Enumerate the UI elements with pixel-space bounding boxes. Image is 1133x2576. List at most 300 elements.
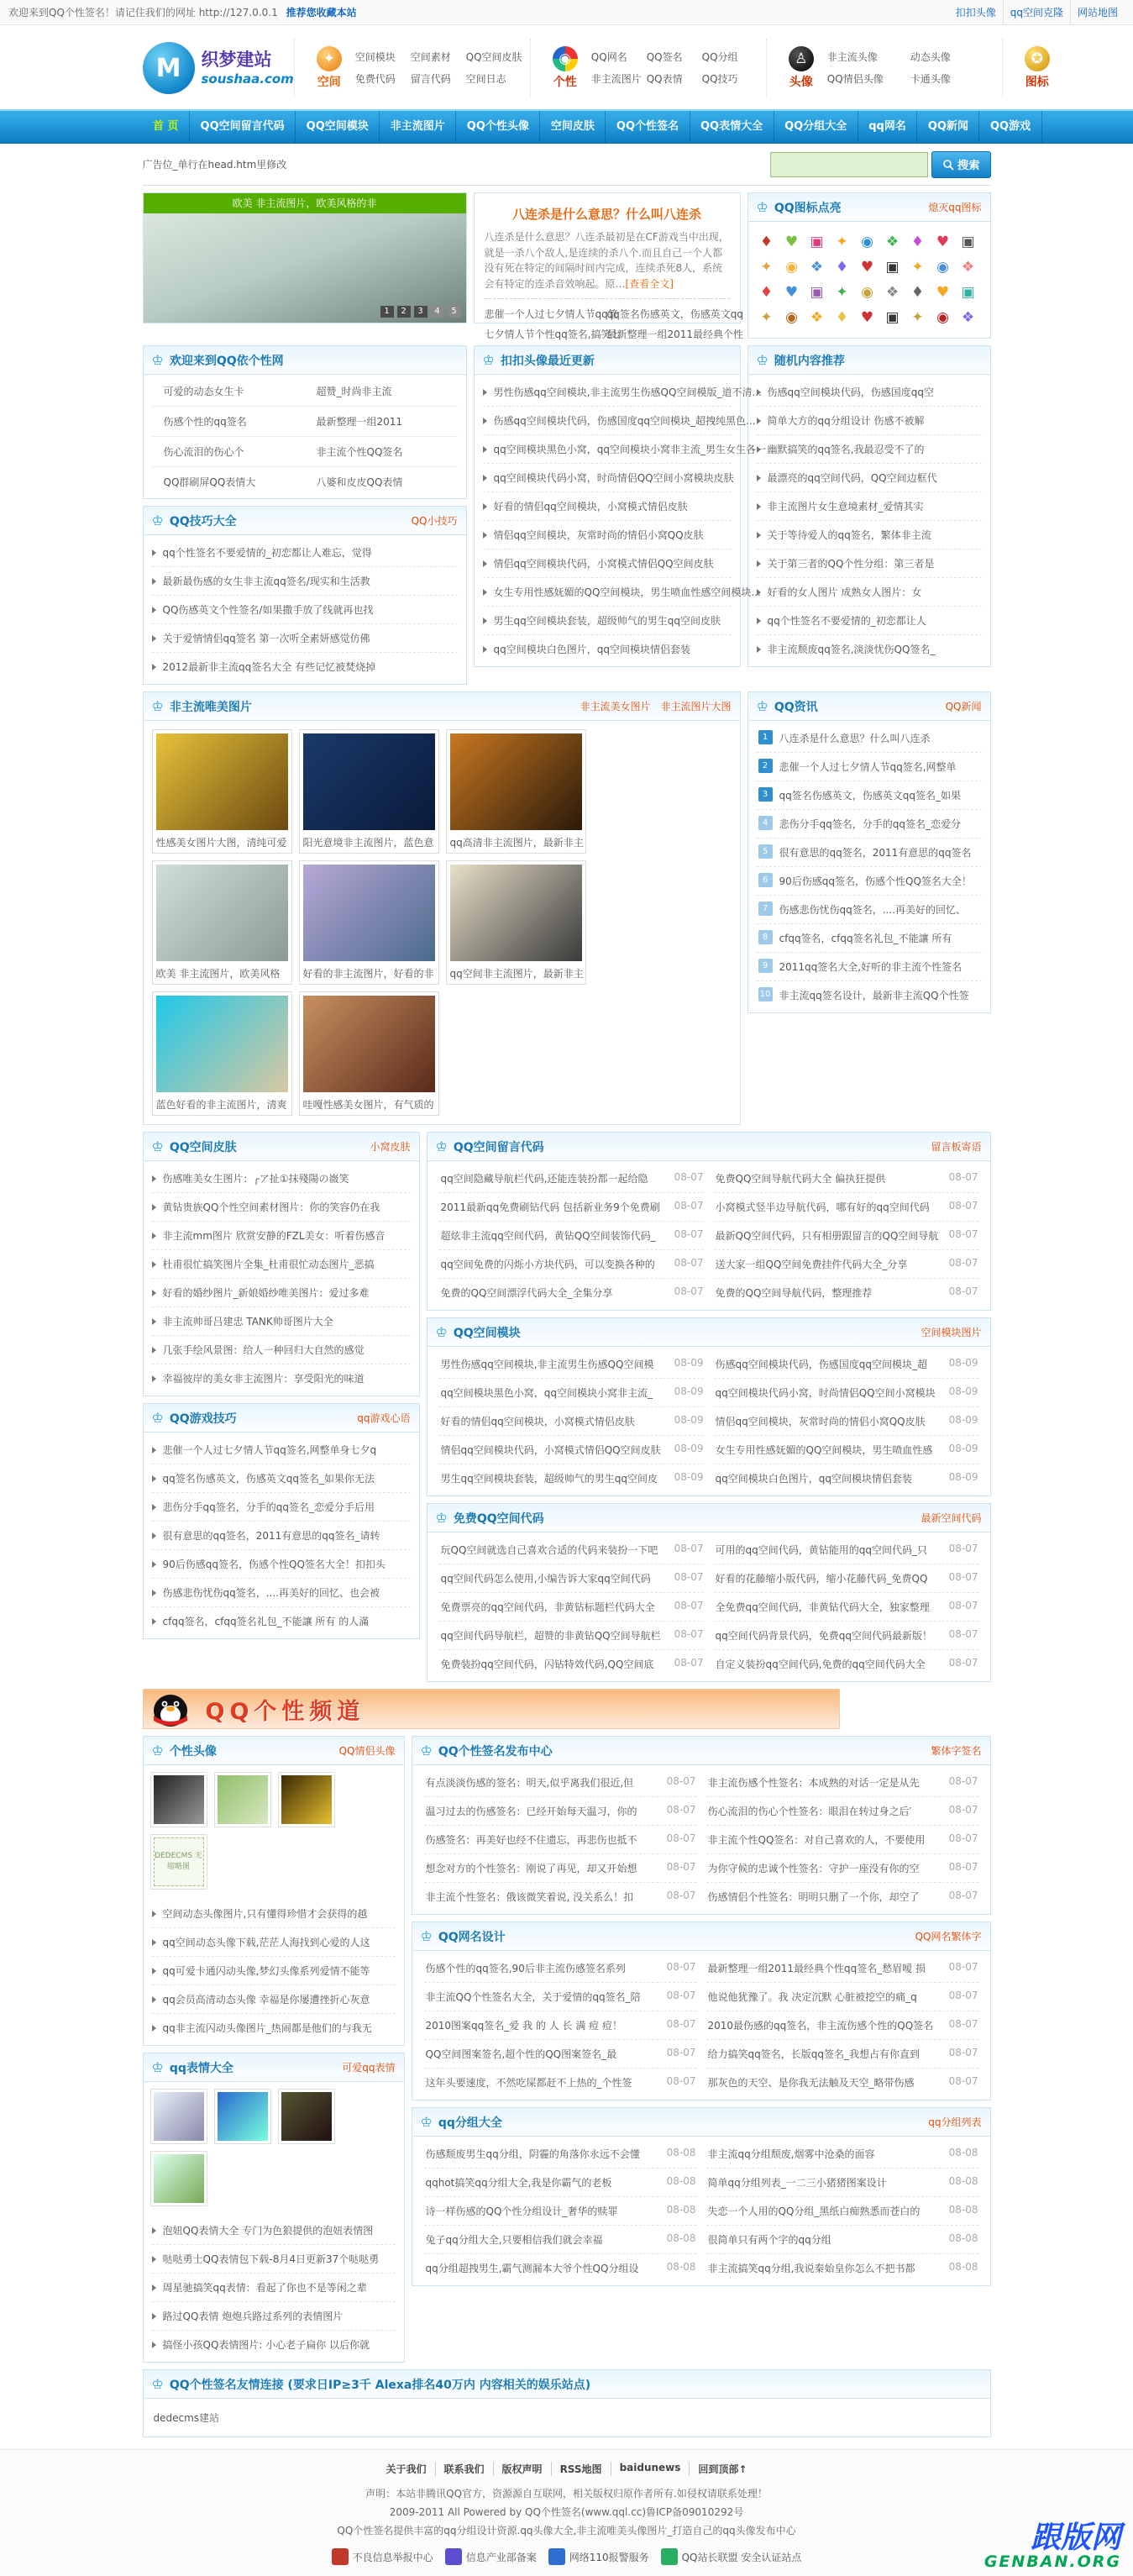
list-item[interactable]: 3 qq签名伤感英文，伤感英文qq签名_如果 — [757, 781, 982, 810]
cell[interactable]: 超赞_时尚非主流 — [316, 386, 392, 397]
header-link[interactable]: 空间素材 — [410, 51, 451, 63]
photo-card[interactable] — [150, 2089, 207, 2144]
more-link[interactable]: 熄灭qq图标 — [928, 202, 982, 213]
list-item[interactable]: 非主流QQ个性签名大全，关于爱情的qq签名_陪 08-07 — [424, 1983, 696, 2011]
group-name[interactable]: 个性 — [553, 76, 577, 89]
list-item[interactable]: 空间动态头像图片,只有懂得珍惜才会获得的越 — [152, 1900, 396, 1928]
list-item[interactable]: 免费的QQ空间漂浮代码大全_全集分享 08-07 — [440, 1285, 704, 1299]
feature-link[interactable]: 七夕情人节个性qq签名,搞笑七 — [484, 329, 622, 341]
list-item[interactable]: 非主流颓废qq签名,淡淡忧伤QQ签名_ — [757, 635, 982, 663]
qq-icon[interactable]: ♥ — [860, 309, 874, 326]
qq-icon[interactable]: ◉ — [861, 284, 873, 301]
read-more-link[interactable]: [查看全文] — [625, 277, 674, 290]
list-item[interactable]: qq空间代码导航栏，超赞的非黄钻QQ空间导航栏 08-07 — [439, 1622, 704, 1650]
qq-icon[interactable]: ▣ — [961, 234, 975, 250]
photo-card[interactable] — [278, 1772, 335, 1827]
more-link[interactable]: qq游戏心语 — [357, 1412, 411, 1424]
list-item[interactable]: 情侣qq空间模块，灰常时尚的情侣小窝QQ皮肤 08-09 — [714, 1407, 978, 1436]
list-item[interactable]: qq空间模块白色图片，qq空间模块情侣套装 — [483, 635, 732, 663]
list-item[interactable]: 男性伤感qq空间模块,非主流男生伤感QQ空间模 08-09 — [439, 1350, 704, 1379]
list-item[interactable]: 关于等待爱人的qq签名，繁体非主流 — [757, 521, 982, 549]
section-game-tips — [143, 1403, 420, 1639]
footer-nav-link[interactable]: baidunews — [611, 2462, 690, 2476]
list-item[interactable]: 玩QQ空间就选自己喜欢合适的代码来装扮一下吧 08-07 — [439, 1536, 704, 1564]
list-item[interactable]: qq空间模块白色图片，qq空间模块情侣套装 08-09 — [715, 1471, 978, 1485]
list-item[interactable]: 男生qq空间模块套装，超级帅气的男生qq空间皮肤 — [483, 607, 732, 635]
photo-caption[interactable]: qq空间非主流图片，最新非主 — [449, 968, 584, 980]
list-item[interactable]: 最漂亮的qq空间代码，QQ空间边框代 — [757, 464, 982, 492]
feature-link[interactable]: 悲催一个人过七夕情人节qq签 — [484, 308, 618, 321]
list-item[interactable]: 免费QQ空间导航代码大全 偏执狂提供 08-07 — [714, 1164, 978, 1193]
qq-icon[interactable]: ◉ — [861, 234, 873, 250]
list-item[interactable]: 伤感颓废男生qq分组，阴霾的角落你永远不会懂 08-08 — [424, 2140, 696, 2169]
crown-icon: ♔ — [435, 1138, 448, 1154]
footer-badge[interactable] — [548, 2548, 649, 2565]
friend-link[interactable]: dedecms建站 — [153, 2412, 220, 2424]
qq-icon[interactable]: ♦ — [835, 309, 849, 326]
list-item[interactable]: qq空间动态头像下载,茫茫人海找到心爱的人这 — [152, 1928, 396, 1957]
list-item[interactable]: 伤感个性的qq签名,90后非主流伤感签名系列 08-07 — [424, 1954, 696, 1983]
nav-item[interactable]: QQ分组大全 — [774, 111, 858, 143]
list-item[interactable]: 哒哒勇士QQ表情包下载-8月4日更新37个哒哒勇 — [152, 2245, 396, 2274]
photo-caption[interactable]: 蓝色好看的非主流图片，清爽 — [155, 1099, 287, 1111]
qq-icon[interactable]: ❖ — [961, 309, 975, 326]
date-label: 08-07 — [666, 1990, 696, 2001]
list-item[interactable]: cfqq签名，cfqq签名礼包_不能讓 所有 的人滿 — [152, 1607, 411, 1635]
list-item[interactable]: 诗一样伤感的QQ个性分组设计_奢华的赎罪 08-08 — [424, 2197, 696, 2226]
photo-card[interactable] — [278, 2089, 335, 2144]
list-item[interactable]: 2010图案qq签名_爱 我 的 人 长 满 痘 痘！ 08-07 — [424, 2011, 696, 2040]
header-link[interactable]: 空间日志 — [465, 73, 506, 85]
item-number: 6 — [758, 873, 773, 887]
qq-icon[interactable]: ❖ — [885, 234, 900, 250]
list-item[interactable]: 最新整理一组2011最经典个性qq签名_愁眉嗳 损 08-07 — [706, 1954, 978, 1983]
band-gallery — [143, 691, 991, 1125]
list-item[interactable]: 他说他犹豫了。我 决定沉默 心脏被挖空的痛_q 08-07 — [706, 1983, 978, 2011]
date-label: 08-07 — [948, 1200, 978, 1212]
list-item[interactable]: 幸福彼岸的美女非主流图片：享受阳光的味道 — [152, 1364, 411, 1392]
list-item[interactable]: 悲伤分手qq签名，分手的qq签名_恋爱分手后用 — [152, 1493, 411, 1522]
list-item[interactable]: 伤感qq空间模块代码，伤感国度qq空间模块_超 08-09 — [714, 1350, 978, 1379]
list-item[interactable]: 男性伤感qq空间模块,非主流男生伤感QQ空间模版_道不清... — [483, 378, 732, 407]
list-item[interactable]: 为你守候的忠诚个性签名：守护一座没有你的空 08-07 — [706, 1854, 978, 1883]
list-item[interactable]: 女生专用性感妩媚的QQ空间模块，男生喷血性感空间模块... — [483, 578, 732, 607]
qq-icon-grid — [748, 222, 990, 338]
section-random — [747, 345, 991, 667]
photo-card[interactable] — [152, 991, 292, 1116]
feature-link[interactable]: 最新整理一组2011最经典个性 — [606, 329, 744, 341]
list-item[interactable]: 这年头要速度，不然吃屎都赶不上热的_个性签 08-07 — [425, 2075, 696, 2089]
list-item[interactable]: 小窝模式竖半边导航代码，哪有好的qq空间代码 08-07 — [714, 1193, 978, 1222]
cell[interactable]: 伤心流泪的伤心个 — [163, 446, 244, 458]
list-item[interactable]: qq空间模块黑色小窝，qq空间模块小窝非主流_ 08-09 — [439, 1379, 704, 1407]
list-item[interactable]: 免费装扮qq空间代码，闪钻特效代码,QQ空间底 08-07 — [440, 1657, 704, 1670]
photo-card[interactable] — [446, 860, 586, 985]
qq-icon[interactable]: ♦ — [835, 259, 849, 276]
date-label: 08-08 — [666, 2147, 696, 2158]
qq-icon[interactable]: ❖ — [885, 284, 900, 301]
photo-card[interactable] — [152, 729, 292, 854]
date-label: 08-07 — [948, 1543, 978, 1554]
qq-icon[interactable]: ♦ — [759, 234, 774, 250]
photo-card[interactable] — [299, 860, 439, 985]
cell[interactable]: 八婆和皮皮QQ表情 — [316, 476, 403, 488]
header-link[interactable]: QQ分组 — [701, 51, 738, 63]
search-input[interactable] — [770, 152, 928, 177]
list-item[interactable]: 几张手绘风景图：给人一种回归大自然的感觉 — [152, 1336, 411, 1364]
list-item[interactable]: 伤感签名：再美好也经不住遗忘，再悲伤也抵不 08-07 — [424, 1826, 696, 1854]
list-item[interactable]: 4 悲伤分手qq签名，分手的qq签名_恋爱分 — [757, 810, 982, 839]
list-item[interactable]: qq个性签名不要爱情的_初恋都让人难忘，觉得 — [152, 539, 458, 567]
photo-caption[interactable]: qq高清非主流图片，最新非主 — [449, 837, 584, 849]
nav-item[interactable]: 非主流图片 — [380, 111, 456, 143]
list-item[interactable]: qq会员高清动态头像 幸福是你屡遭挫折心灰意 — [152, 1985, 396, 2014]
header-link[interactable]: QQ签名 — [646, 51, 683, 63]
qq-icon[interactable]: ♥ — [784, 284, 799, 301]
cell[interactable]: 最新整理一组2011 — [316, 416, 403, 428]
list-item[interactable]: qq空间隐藏导航栏代码,还能连装扮都一起给隐 08-07 — [439, 1164, 704, 1193]
header-link[interactable]: QQ空间皮肤 — [465, 51, 522, 63]
list-item[interactable]: 简单qq分组列表_一二三小猪猪图案设计 08-08 — [706, 2169, 978, 2197]
channel-banner[interactable] — [143, 1689, 840, 1729]
qq-icon[interactable]: ▣ — [885, 309, 900, 326]
search-button[interactable] — [931, 151, 991, 178]
list-item[interactable]: 2 悲催一个人过七夕情人节qq签名,网整单 — [757, 753, 982, 781]
footer-nav-link[interactable]: 关于我们 — [378, 2462, 436, 2476]
qq-icon[interactable]: ❖ — [810, 259, 824, 276]
topbar-link[interactable]: qq空间克隆 — [1003, 0, 1070, 24]
more-link[interactable]: QQ新闻 — [945, 701, 982, 712]
slideshow-caption[interactable]: 欧美 非主流图片，欧美风格的非 — [144, 193, 466, 213]
list-item[interactable]: 女生专用性感妩媚的QQ空间模块，男生喷血性感 08-09 — [714, 1436, 978, 1464]
nav-item[interactable]: QQ游戏 — [979, 111, 1041, 143]
topbar-link[interactable]: 扣扣头像 — [955, 7, 996, 18]
list-item[interactable]: 2011最新qq免费刷钻代码 包括新业务9个免费刷 08-07 — [439, 1193, 704, 1222]
pager-button[interactable]: 1 — [380, 306, 394, 318]
list-item[interactable]: 好看的情侣qq空间模块，小窝模式情侣皮肤 08-09 — [439, 1407, 704, 1436]
list-item[interactable]: QQ伤感英文个性签名/如果撒手放了线就再也找 — [152, 596, 458, 624]
group-name[interactable]: 图标 — [1025, 76, 1049, 89]
list-item[interactable]: 关于第三者的QQ个性分组：第三者是 — [757, 549, 982, 578]
qq-icon[interactable]: ✦ — [836, 234, 848, 250]
list-item[interactable]: 伤感唯美女生图片：╭ア扯①抹殘陽の嶶笑 — [152, 1164, 411, 1193]
list-item[interactable]: 非主流个性签名：俄该微笑着说, 没关系么！扣 08-07 — [425, 1890, 696, 1903]
header-link[interactable]: QQ技巧 — [701, 73, 738, 85]
list-item[interactable]: 非主流个性QQ签名：对自己喜欢的人，不要使用 08-07 — [706, 1826, 978, 1854]
qq-icon[interactable]: ♥ — [936, 234, 950, 250]
photo-card[interactable] — [152, 860, 292, 985]
list-item[interactable]: 5 很有意思的qq签名，2011有意思的qq签名 — [757, 839, 982, 867]
more-link[interactable]: 可爱qq表情 — [342, 2062, 396, 2074]
list-item[interactable]: 温习过去的伤感签名：已经开始每天温习，你的 08-07 — [424, 1797, 696, 1826]
footer-nav-link[interactable]: 回到顶部↑ — [698, 2463, 747, 2475]
list-item[interactable]: 2010最伤感的qq签名，非主流伤感个性的QQ签名 08-07 — [706, 2011, 978, 2040]
qq-icon[interactable]: ▣ — [810, 234, 824, 250]
qq-icon[interactable]: ♦ — [910, 234, 925, 250]
nav-item[interactable]: QQ新闻 — [917, 111, 979, 143]
pager-button[interactable]: 5 — [448, 306, 461, 318]
photo-caption[interactable]: 欧美 非主流图片，欧美风格 — [155, 968, 281, 980]
header-link[interactable]: 空间模块 — [354, 51, 396, 63]
more-link[interactable]: 留言板寄语 — [931, 1141, 982, 1153]
list-item[interactable]: 伤感qq空间模块代码，伤感国度qq空 — [757, 378, 982, 407]
table-row[interactable] — [152, 467, 458, 497]
more-link[interactable]: 非主流图片大图 — [660, 701, 732, 712]
header-group-avatar — [766, 39, 1002, 97]
header-link[interactable]: QQ网名 — [590, 51, 627, 63]
list-item[interactable]: 90后伤感qq签名，伤感个性QQ签名大全！扣扣头 — [152, 1550, 411, 1579]
list-item[interactable]: 7 伤感悲伤忧伤qq签名，....再美好的回忆、 — [757, 896, 982, 924]
list-item[interactable]: 伤心流泪的伤心个性签名：眼泪在转过身之后′ 08-07 — [706, 1797, 978, 1826]
list-item[interactable]: 2012最新非主流qq签名大全 有些记忆被焚烧掉 — [152, 653, 458, 681]
qq-icon[interactable]: ▣ — [961, 284, 975, 301]
photo-card[interactable] — [446, 729, 586, 854]
qq-icon[interactable]: ✦ — [760, 259, 773, 276]
nav-item[interactable]: QQ空间模块 — [296, 111, 380, 143]
list-item[interactable]: 免费票亮的qq空间代码，非黄钻标题栏代码大全 08-07 — [439, 1593, 704, 1622]
list-item[interactable]: 想念对方的个性签名：刚说了再见，却又开始想 08-07 — [424, 1854, 696, 1883]
footer-nav-link[interactable]: RSS地图 — [552, 2462, 611, 2476]
main-nav-list — [143, 111, 1031, 143]
qq-icon[interactable]: ▣ — [885, 259, 900, 276]
section-title: 欢迎来到QQ依个性网 — [169, 354, 284, 368]
qq-icon[interactable]: ✦ — [911, 259, 924, 276]
list-item[interactable]: 非主流帅哥吕建忠 TANK帅哥图片大全 — [152, 1307, 411, 1336]
list-item[interactable]: 非主流搞笑qq分组,我说秦始皇你怎么不把书都 08-08 — [707, 2261, 978, 2274]
list-item[interactable]: 送大家一组QQ空间免费挂件代码大全_分享 08-07 — [714, 1250, 978, 1279]
photo-card[interactable] — [299, 729, 439, 854]
news-list — [748, 721, 990, 1012]
list-item[interactable]: 简单大方的qq分组设计 伤感不被解 — [757, 407, 982, 435]
more-link[interactable]: 最新空间代码 — [921, 1512, 982, 1524]
photo-card[interactable] — [150, 1834, 207, 1890]
list-item[interactable]: 免费的QQ空间导航代码，整理推荐 08-07 — [715, 1285, 978, 1299]
group-name[interactable]: 空间 — [317, 76, 341, 89]
more-link[interactable]: 空间模块图片 — [921, 1327, 982, 1338]
date-label: 08-07 — [948, 2047, 978, 2058]
list-item[interactable]: 非主流图片女生意境素材_爱情其实 — [757, 492, 982, 521]
list-item[interactable]: 好看的情侣qq空间模块，小窝模式情侣皮肤 — [483, 492, 732, 521]
list-item[interactable]: 悲催一个人过七夕情人节qq签名,网整单身七夕q — [152, 1436, 411, 1464]
qq-icon[interactable]: ▣ — [810, 284, 824, 301]
photo-caption[interactable]: 好看的非主流图片，好看的非 — [302, 968, 434, 980]
list-item[interactable]: qq空间免费的闪烁小方块代码，可以变换各种的 08-07 — [439, 1250, 704, 1279]
slideshow-image[interactable] — [144, 213, 466, 323]
footer-badge[interactable] — [445, 2548, 537, 2565]
qq-icon[interactable]: ♦ — [910, 284, 925, 301]
list-item[interactable]: qq空间模块代码小窝，时尚情侣QQ空间小窝模块 08-09 — [714, 1379, 978, 1407]
qq-icon[interactable]: ✦ — [911, 309, 924, 326]
more-link[interactable]: QQ情侣头像 — [338, 1745, 396, 1757]
table-row[interactable] — [152, 407, 458, 437]
qq-icon[interactable]: ◉ — [936, 309, 949, 326]
list-item[interactable]: qqhot搞笑qq分组大全,我是你霸气的老板 08-08 — [424, 2169, 696, 2197]
photo-card[interactable] — [299, 991, 439, 1116]
list-item[interactable]: 那灰色的天空、是你我无法触及天空_略带伤感 08-07 — [707, 2075, 978, 2089]
more-link[interactable]: qq分组列表 — [928, 2116, 982, 2128]
site-logo[interactable] — [143, 42, 294, 94]
list-item[interactable]: 周星驰搞笑qq表情：看起了你也不是等闲之辈 — [152, 2274, 396, 2302]
photo-caption[interactable]: 性感美女图片大图，清纯可爱 — [155, 837, 287, 849]
list-item[interactable]: 关于爱情情侣qq签名 第一次听全素妍感觉仿佛 — [152, 624, 458, 653]
more-link[interactable]: QQ网名繁体字 — [915, 1931, 982, 1943]
footer-description: QQ个性签名提供丰富的qq分组设计资源.qq头像大全,非主流唯美头像图片_打造自己的qq头像发布中心 — [337, 2525, 796, 2537]
qq-icon[interactable]: ◉ — [936, 259, 949, 276]
qq-icon[interactable]: ✦ — [836, 284, 848, 301]
qq-icon[interactable]: ♥ — [936, 284, 950, 301]
footer-nav-link[interactable]: 联系我们 — [436, 2462, 494, 2476]
list-item[interactable]: 全免费qq空间代码，非黄钻代码大全，独家整理 08-07 — [714, 1593, 978, 1622]
qq-icon[interactable]: ❖ — [961, 259, 975, 276]
qq-penguin-icon — [147, 1690, 194, 1727]
list-item[interactable]: 很简单只有两个字的qq分组 08-08 — [706, 2226, 978, 2254]
list-item[interactable]: qq空间代码怎么使用,小编告诉大家qq空间代码 08-07 — [439, 1564, 704, 1593]
list-item[interactable]: 给力搞笑qq签名，长版qq签名_我想占有你直到 08-07 — [706, 2040, 978, 2069]
header-link[interactable]: 非主流图片 — [590, 73, 642, 85]
feature-link[interactable]: qq签名伤感英文，伤感英文qq — [606, 308, 743, 321]
favorite-link[interactable]: 推荐您收藏本站 — [286, 7, 357, 18]
feature-title[interactable]: 八连杀是什么意思？什么叫八连杀 — [511, 207, 701, 222]
pager-button[interactable]: 4 — [431, 306, 444, 318]
list-item[interactable]: 自定义装扮qq空间代码,免费的qq空间代码大全 08-07 — [715, 1657, 978, 1670]
list-item[interactable]: 情侣qq空间模块代码，小窝模式情侣QQ空间皮肤 — [483, 549, 732, 578]
list-item[interactable]: qq签名伤感英文，伤感英文qq签名_如果你无法 — [152, 1464, 411, 1493]
more-link[interactable]: 小窝皮肤 — [370, 1141, 411, 1153]
list-item[interactable]: 非主流qq分组颓废,烟雾中沧桑的面容 08-08 — [706, 2140, 978, 2169]
qq-icon[interactable]: ❖ — [810, 309, 824, 326]
list-item[interactable]: 最新QQ空间代码，只有相册跟留言的QQ空间导航 08-07 — [714, 1222, 978, 1250]
list-item[interactable]: 最新最伤感的女生非主流qq签名/现实和生活教 — [152, 567, 458, 596]
list-item[interactable]: 伤感情侣个性签名：明明只删了一个你，却空了 08-07 — [707, 1890, 978, 1903]
list-item[interactable]: 情侣qq空间模块代码，小窝模式情侣QQ空间皮肤 08-09 — [439, 1436, 704, 1464]
qq-icon[interactable]: ◉ — [785, 259, 798, 276]
slideshow[interactable] — [143, 192, 467, 323]
list-item[interactable]: 非主流mm图片 欣赏安静的FZL美女：听着伤感音 — [152, 1222, 411, 1250]
list-item[interactable]: 兔子qq分组大全,只要相信我们就会幸福 08-08 — [424, 2226, 696, 2254]
list-item[interactable]: 情侣qq空间模块，灰常时尚的情侣小窝QQ皮肤 — [483, 521, 732, 549]
photo-card[interactable] — [150, 2151, 207, 2206]
nav-item[interactable]: QQ个性头像 — [456, 111, 540, 143]
date-label: 08-07 — [666, 1890, 696, 1901]
list-item[interactable]: qq空间模块代码小窝，时尚情侣QQ空间小窝模块皮肤 — [483, 464, 732, 492]
random-list — [748, 375, 990, 666]
list-item[interactable]: 男生qq空间模块套装，超级帅气的男生qq空间皮 08-09 — [440, 1471, 704, 1485]
list-item[interactable]: qq空间模块黑色小窝，qq空间模块小窝非主流_男生女生各一 — [483, 435, 732, 464]
list-item[interactable]: qq分组超拽男生,霸气测漏本大爷个性QQ分组设 08-08 — [425, 2261, 696, 2274]
name-design-left — [419, 1953, 701, 2098]
section-header — [475, 346, 740, 375]
group-name[interactable]: 头像 — [789, 76, 813, 89]
date-label: 08-07 — [948, 1804, 978, 1816]
more-link[interactable]: 非主流美女图片 — [580, 701, 651, 712]
nav-item[interactable]: QQ空间留言代码 — [190, 111, 296, 143]
table-row[interactable] — [152, 376, 458, 407]
list-item[interactable]: 好看的女人图片 成熟女人图片：女 — [757, 578, 982, 607]
list-item[interactable]: 伤感悲伤忧伤qq签名，....再美好的回忆、也会被 — [152, 1579, 411, 1607]
nav-item[interactable]: 空间皮肤 — [540, 111, 606, 143]
more-link[interactable]: 繁体字签名 — [931, 1745, 982, 1757]
table-row[interactable] — [152, 437, 458, 467]
section-title: QQ图标点亮 — [774, 201, 842, 215]
cell[interactable]: 可爱的动态女生卡 — [163, 386, 244, 397]
list-item[interactable]: 1 八连杀是什么意思？什么叫八连杀 — [757, 724, 982, 753]
list-item[interactable]: 6 90后伤感qq签名，伤感个性QQ签名大全！ — [757, 867, 982, 896]
list-item[interactable]: qq可爱卡通闪动头像,梦幻头像系列爱情不能等 — [152, 1957, 396, 1985]
list-item[interactable]: QQ空间图案签名,超个性的QQ图案签名_最 08-07 — [424, 2040, 696, 2069]
list-item[interactable]: 超炫非主流qq空间代码，黄钻QQ空间装饰代码_ 08-07 — [439, 1222, 704, 1250]
footer-badge[interactable] — [332, 2548, 433, 2565]
footer-nav-link[interactable]: 版权声明 — [494, 2462, 552, 2476]
footer-badge[interactable] — [661, 2548, 802, 2565]
list-item[interactable]: 9 2011qq签名大全,好听的非主流个性签名 — [757, 953, 982, 981]
list-item[interactable]: qq空间代码背景代码，免费qq空间代码最新版！ 08-07 — [714, 1622, 978, 1650]
qq-icon[interactable]: ✦ — [760, 309, 773, 326]
photo-card[interactable] — [214, 2089, 271, 2144]
photo-caption[interactable]: 哇嘎性感美女图片，有气质的 — [302, 1099, 434, 1111]
header-link[interactable]: 免费代码 — [354, 73, 396, 85]
section-title: QQ网名设计 — [438, 1930, 506, 1944]
list-item[interactable]: qq个性签名不要爱情的_初恋都让人 — [757, 607, 982, 635]
list-item[interactable]: 非主流伤感个性签名：本成熟的对话一定是从先 08-07 — [706, 1769, 978, 1797]
list-item[interactable]: 有点淡淡伤感的签名：明天,似乎离我们很近,但 08-07 — [424, 1769, 696, 1797]
nav-item[interactable]: 首 页 — [143, 111, 191, 143]
list-item[interactable]: 好看的婚纱图片_新娘婚纱唯美图片：爱过多难 — [152, 1279, 411, 1307]
header-link[interactable]: 非主流头像 — [826, 51, 878, 63]
list-item[interactable]: 很有意思的qq签名，2011有意思的qq签名_请转 — [152, 1522, 411, 1550]
list-item[interactable]: 10 非主流qq签名设计，最新非主流QQ个性签 — [757, 981, 982, 1009]
cell[interactable]: 非主流个性QQ签名 — [316, 446, 403, 458]
header-link[interactable]: 卡通头像 — [910, 73, 951, 85]
list-item[interactable]: 好看的花藤缩小版代码，缩小花藤代码_免费QQ 08-07 — [714, 1564, 978, 1593]
cell[interactable]: QQ群刷屏QQ表情大 — [163, 476, 256, 488]
cell[interactable]: 伤感个性的qq签名 — [163, 416, 247, 428]
list-item[interactable]: qq非主流闪动头像图片_热闹都是他们的与我无 — [152, 2014, 396, 2042]
header-link[interactable]: 留言代码 — [410, 73, 451, 85]
list-item[interactable]: 搞怪小孩QQ表情图片: 小心老子扁你 以后你就 — [152, 2331, 396, 2358]
list-item[interactable]: 失恋一个人用的QQ分组_黑纸白痴熟悉而苍白的 08-08 — [706, 2197, 978, 2226]
section-title: 免费QQ空间代码 — [453, 1511, 544, 1526]
photo-card[interactable] — [150, 1772, 207, 1827]
list-item[interactable]: 杜甫很忙搞笑图片全集_杜甫很忙动态图片_恶搞 — [152, 1250, 411, 1279]
list-item[interactable]: 可用的qq空间代码，黄钻能用的qq空间代码_只 08-07 — [714, 1536, 978, 1564]
header-link[interactable]: 动态头像 — [910, 51, 951, 63]
qq-icon[interactable]: ♥ — [784, 234, 799, 250]
header-link[interactable]: QQ情侣头像 — [826, 73, 884, 85]
list-item[interactable]: 8 cfqq签名，cfqq签名礼包_不能讓 所有 — [757, 924, 982, 953]
list-item[interactable]: 路过QQ表情 炮炮兵路过系列的表情图片 — [152, 2302, 396, 2331]
list-item[interactable]: 伤感qq空间模块代码，伤感国度qq空间模块_超拽纯黑色... — [483, 407, 732, 435]
section-header — [748, 346, 990, 375]
pager-button[interactable]: 3 — [414, 306, 427, 318]
qq-icon[interactable]: ♦ — [759, 284, 774, 301]
qq-icon[interactable]: ♥ — [860, 259, 874, 276]
photo-card[interactable] — [214, 1772, 271, 1827]
list-item[interactable]: 黄钻贵族QQ个性空间素材图片：你的笑容仍在我 — [152, 1193, 411, 1222]
topbar-links — [949, 0, 1125, 24]
item-number: 8 — [758, 930, 773, 944]
qq-icon[interactable]: ◉ — [785, 309, 798, 326]
topbar-link[interactable]: 网站地图 — [1070, 0, 1125, 24]
nav-item[interactable]: qq网名 — [858, 111, 918, 143]
header-link[interactable]: QQ表情 — [646, 73, 683, 85]
photo-caption[interactable]: 阳光意境非主流图片，蓝色意 — [302, 837, 434, 849]
nav-item[interactable]: QQ个性签名 — [606, 111, 690, 143]
nav-item[interactable]: QQ表情大全 — [690, 111, 774, 143]
pager-button[interactable]: 2 — [397, 306, 411, 318]
more-link[interactable]: QQ小技巧 — [411, 515, 458, 527]
list-item[interactable]: 幽默搞笑的qq签名,我最忍受不了的 — [757, 435, 982, 464]
list-item[interactable]: 泡妞QQ表情大全 专门为色狼提供的泡妞表情图 — [152, 2216, 396, 2245]
